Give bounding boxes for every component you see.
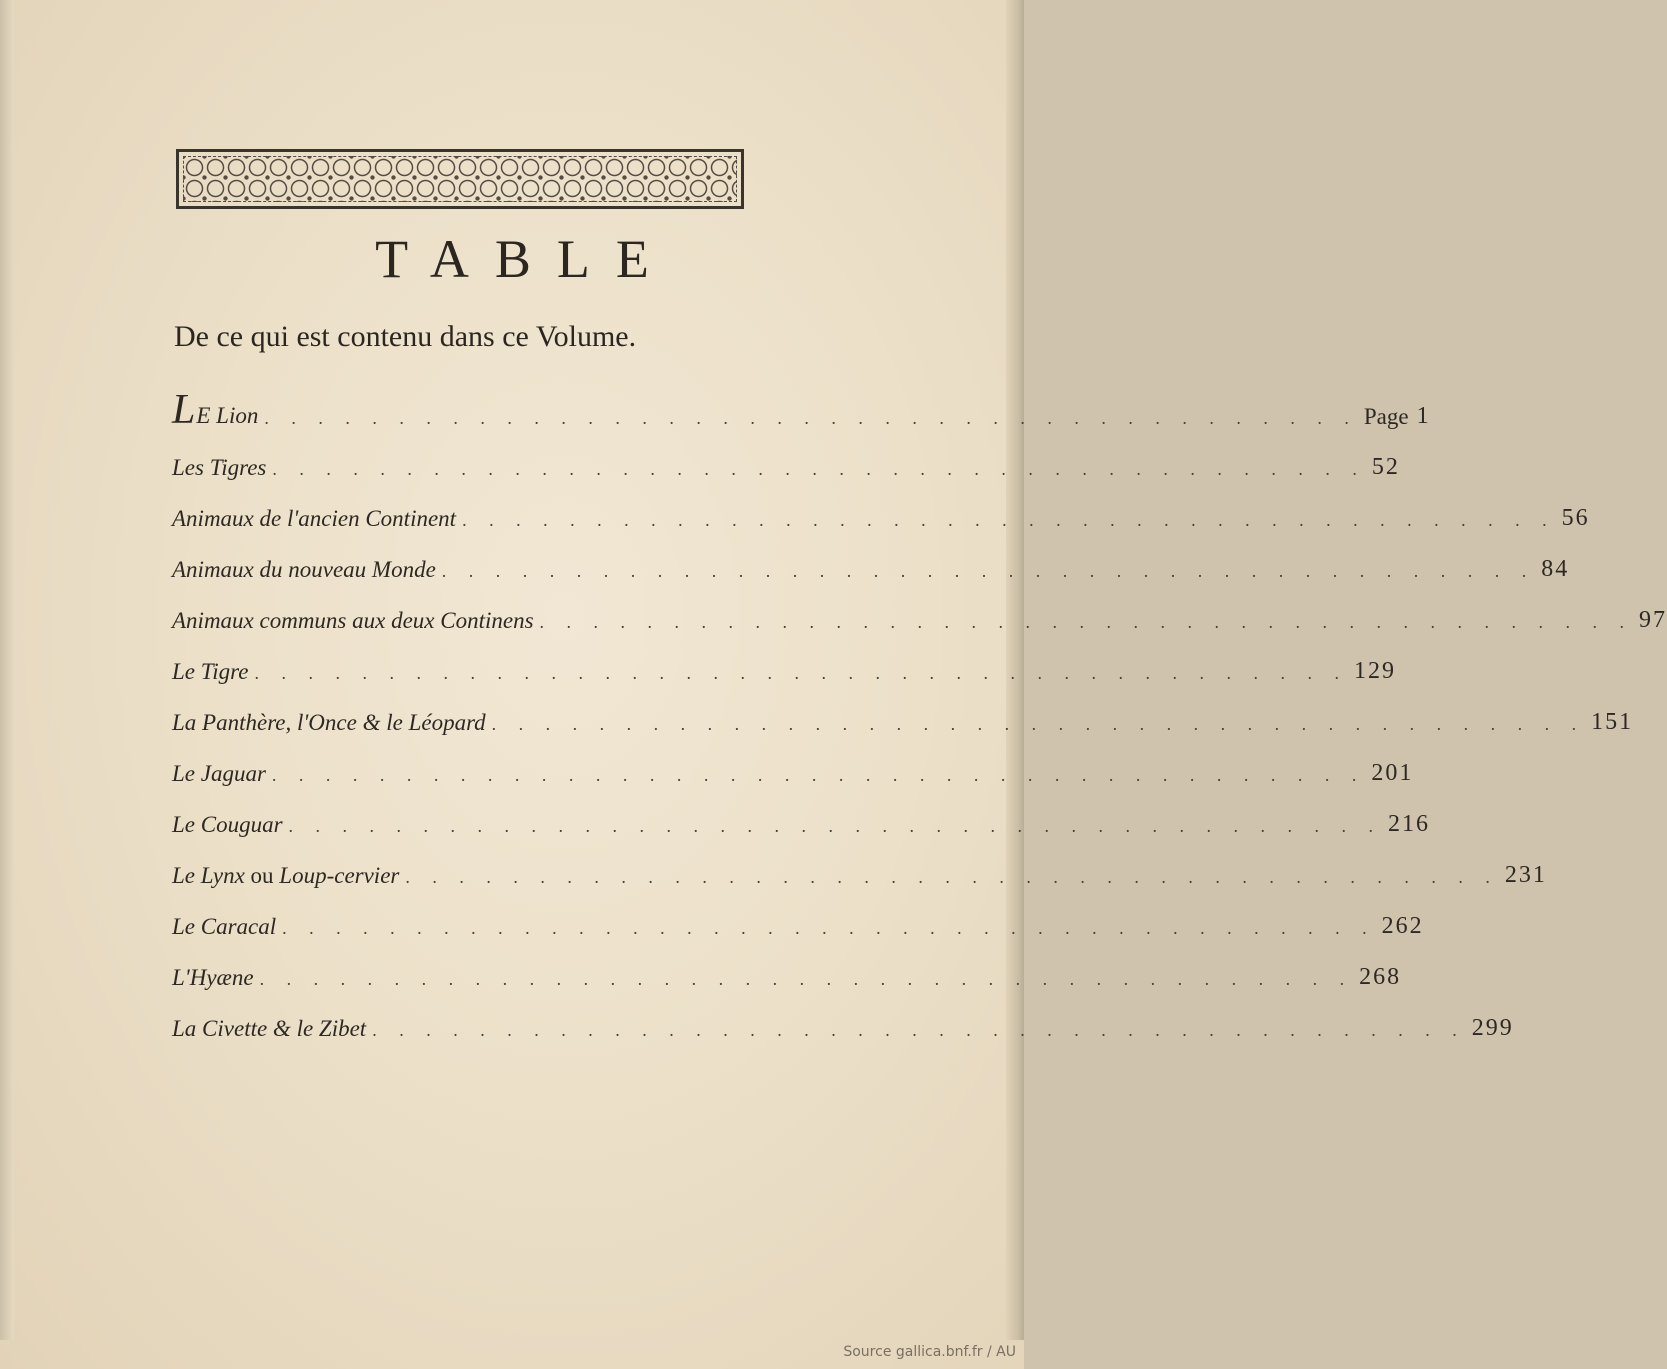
toc-entry-title-main: Le Jaguar	[172, 761, 266, 786]
toc-entry-title	[172, 455, 266, 481]
toc-entry	[172, 685, 1634, 736]
toc-entry-title	[172, 608, 534, 634]
toc-entry-title	[172, 659, 248, 685]
decorative-headpiece	[176, 149, 744, 209]
toc-entry-title	[172, 761, 266, 787]
dot-leader: . . . . . . . . . . . . . . . . . . . . . . . . . . . . . . . . . . . . . . . . .	[254, 663, 1348, 683]
toc-entry-title-main: L'Hyæne	[172, 965, 254, 990]
toc-entry-first	[172, 387, 1431, 433]
toc-page-number: 216	[1388, 811, 1431, 837]
toc-entry-title	[172, 812, 283, 838]
dot-leader: . . . . . . . . . . . . . . . . . . . . . . . . . . . . . . . . . . . . . . . . .	[271, 765, 1366, 785]
page-subtitle: De ce qui est contenu dans ce Volume.	[174, 320, 637, 353]
headpiece-pattern	[183, 156, 737, 202]
dot-leader: . . . . . . . . . . . . . . . . . . . . . . . . . . . . . . . . . . . . . . . . .	[405, 867, 1499, 887]
toc-entry-title-rest: E Lion	[196, 403, 259, 428]
toc-entry-conjunction: ou	[244, 863, 280, 888]
toc-page-number: 1	[1416, 403, 1431, 429]
toc-entry-title-alt: Loup-cervier	[279, 863, 400, 888]
toc-entry	[172, 838, 1547, 889]
toc-page-number: 268	[1359, 964, 1402, 990]
toc-entry-title-main: Le Couguar	[172, 812, 283, 837]
toc-page-number: 52	[1371, 454, 1400, 480]
toc-entry	[172, 991, 1514, 1042]
dot-leader: . . . . . . . . . . . . . . . . . . . . . . . . . . . . . . . . . . . . . . . . .	[462, 510, 1556, 530]
toc-entry-title-main: Les Tigres	[172, 455, 267, 480]
toc-entry-title	[172, 506, 456, 532]
source-credit: Source gallica.bnf.fr / AU	[843, 1344, 1016, 1360]
dot-leader: . . . . . . . . . . . . . . . . . . . . . . . . . . . . . . . . . . . . . . . . .	[441, 561, 1536, 581]
toc-page-number: 97	[1639, 607, 1667, 633]
toc-entry-title	[172, 1016, 366, 1042]
toc-entry-title	[172, 710, 486, 736]
toc-entry-title-main: Le Lynx	[172, 863, 245, 888]
toc-entry-title-main: La Panthère, l'Once & le Léopard	[172, 710, 486, 735]
toc-entry-title-main: Animaux communs aux deux Continens	[172, 608, 534, 633]
toc-entry-title-main: Le Tigre	[172, 659, 249, 684]
dot-leader: . . . . . . . . . . . . . . . . . . . . . . . . . . . . . . . . . . . . . . . . .	[491, 714, 1586, 734]
toc-entry	[172, 736, 1414, 787]
toc-entry	[172, 940, 1402, 991]
dot-leader: . . . . . . . . . . . . . . . . . . . . . . . . . . . . . . . . . . . . . . . . .	[539, 612, 1634, 632]
toc-entry-title-main: Animaux du nouveau Monde	[172, 557, 436, 582]
toc-entry	[172, 532, 1570, 583]
toc-page-number: 129	[1353, 658, 1396, 684]
toc-page-number: 84	[1541, 556, 1570, 582]
dot-leader: . . . . . . . . . . . . . . . . . . . . . . . . . . . . . . . . . . . . . . . . .	[272, 459, 1366, 479]
toc-page-number: 299	[1471, 1015, 1514, 1041]
toc-entry-title	[172, 387, 259, 433]
toc-entry	[172, 481, 1590, 532]
toc-entry-title-main: La Civette & le Zibet	[172, 1016, 367, 1041]
toc-entry-title-main: Animaux de l'ancien Continent	[172, 506, 457, 531]
toc-entry-title-main: Le Caracal	[172, 914, 277, 939]
toc-entry	[172, 889, 1424, 940]
toc-entry-title	[172, 914, 276, 940]
dot-leader: . . . . . . . . . . . . . . . . . . . . . . . . . . . . . . . . . . . . . . . . .	[372, 1020, 1466, 1040]
dot-leader: . . . . . . . . . . . . . . . . . . . . . . . . . . . . . . . . . . . . . . . . .	[264, 408, 1358, 428]
dot-leader: . . . . . . . . . . . . . . . . . . . . . . . . . . . . . . . . . . . . . . . . .	[259, 969, 1354, 989]
page-label: Page	[1363, 404, 1409, 429]
toc-entry	[172, 430, 1400, 481]
dot-leader: . . . . . . . . . . . . . . . . . . . . . . . . . . . . . . . . . . . . . . . . .	[282, 918, 1376, 938]
toc-page-number: 56	[1561, 505, 1590, 531]
toc-entry-title	[172, 863, 399, 889]
page-gutter	[0, 0, 14, 1340]
page-title: TABLE	[375, 229, 675, 289]
toc-page-number: 151	[1591, 709, 1634, 735]
dot-leader: . . . . . . . . . . . . . . . . . . . . . . . . . . . . . . . . . . . . . . . . .	[288, 816, 1383, 836]
drop-cap: L	[172, 387, 196, 433]
toc-page-number: 231	[1504, 862, 1547, 888]
toc-page-number: 262	[1381, 913, 1424, 939]
toc-entry	[172, 634, 1396, 685]
toc-entry-title	[172, 965, 254, 991]
toc-entry	[172, 787, 1431, 838]
table-of-contents	[172, 387, 1667, 1042]
toc-entry-title	[172, 557, 436, 583]
toc-page-number: 201	[1371, 760, 1414, 786]
toc-entry	[172, 583, 1667, 634]
